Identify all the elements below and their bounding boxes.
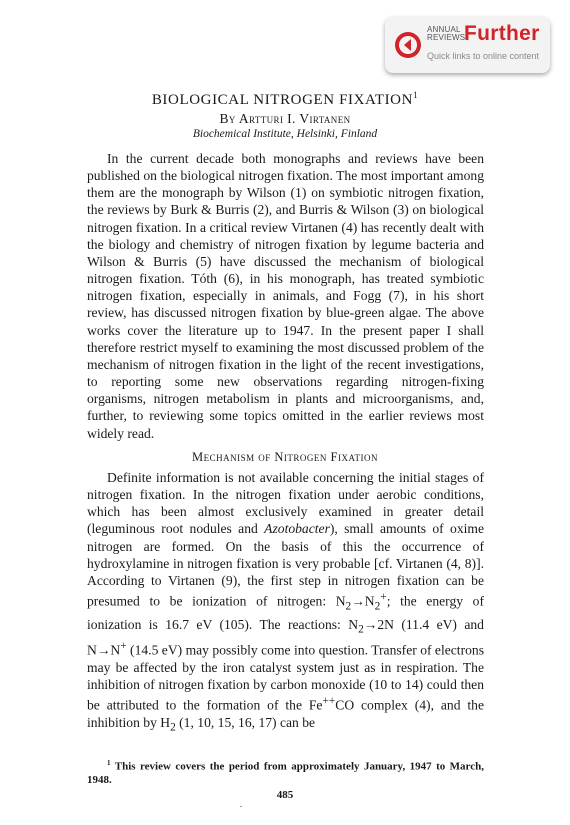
intro-paragraph: In the current decade both monographs and reviews have been published on the biological nitrogen fixation. The most important among them are the monograph by Wilson (1) on symbiotic nitrogen fixation, the reviews by Burk & Burris (2), and Burris & Wilson (3) on biological nitrogen fixation. In a critical review Virtanen (4) has recently dealt with the biology and chemistry of nitrogen fixation by legume bacteria and Wilson & Burris (5) have discussed the mechanism of biological nitrogen fixation. Tóth (6), in his monograph, has treated symbiotic nitrogen fixation, especially in animals, and Fogg (7), in his short review, has discussed nitrogen fixation by blue-green algae. The above works cover the literature up to 1947. In the present paper I shall therefore restrict myself to examining the most discussed problem of the mechanism of nitrogen fixation in the light of the recent investigations, to reporting some new observations regarding nitrogen-fixing organisms, nitrogen metabolism in plants and microorganisms, and, further, to reviewing some topics omitted in the earlier reviews most widely read. [87,151,484,441]
further-badge[interactable] [385,17,550,73]
mechanism-paragraph: Definite information is not available concerning the initial stages of nitrogen fixation. In the nitrogen fixation under aerobic conditions, which has been almost exclusively examined in greater detail (leguminous root nodules and Azotobacter), small amounts of oxime nitrogen are formed. On the basis of this the occurrence of hydroxylamine in nitrogen fixation is very probable [cf. Virtanen (4, 8)]. According to Virtanen (9), the first step in nitrogen fixation can be presumed to be ionization of nitrogen: $N_2\to N_2^+$; the energy of ionization is 16.7 eV (105). The reactions: $N_2\to 2N$ (11.4 eV) and N→N+ (14.5 eV) may possibly come into question. Transfer of electrons may be affected by the iron catalyst system just as in respiration. The inhibition of nitrogen fixation by carbon monoxide (10 to 14) could then be attributed to the formation of the Fe++CO complex (4), and the inhibition by $H_2$ (1, 10, 15, 16, 17) can be [87,470,485,734]
azotobacter-term: Azotobacter [264,521,330,537]
further-label: Further [464,22,540,45]
affiliation: Biochemical Institute, Helsinki, Finland [192,128,378,140]
footnote: $^1$ This review covers the period from approximately January, 1947 to March, 1948. [87,759,484,787]
further-subtitle: Quick links to online content [427,51,540,61]
page-number: 485 [276,789,294,801]
title-footnote-mark[interactable]: 1 [413,90,419,100]
article-title: BIOLOGICAL NITROGEN FIXATION$^1$ [151,90,419,108]
annual-reviews-wordmark: ANNUAL REVIEWS [427,25,466,42]
section-heading: Mechanism of Nitrogen Fixation [192,450,378,464]
author-line: By Artturi I. Virtanen [219,111,351,126]
page-mark [240,806,242,807]
annual-reviews-logo-icon [394,31,422,59]
